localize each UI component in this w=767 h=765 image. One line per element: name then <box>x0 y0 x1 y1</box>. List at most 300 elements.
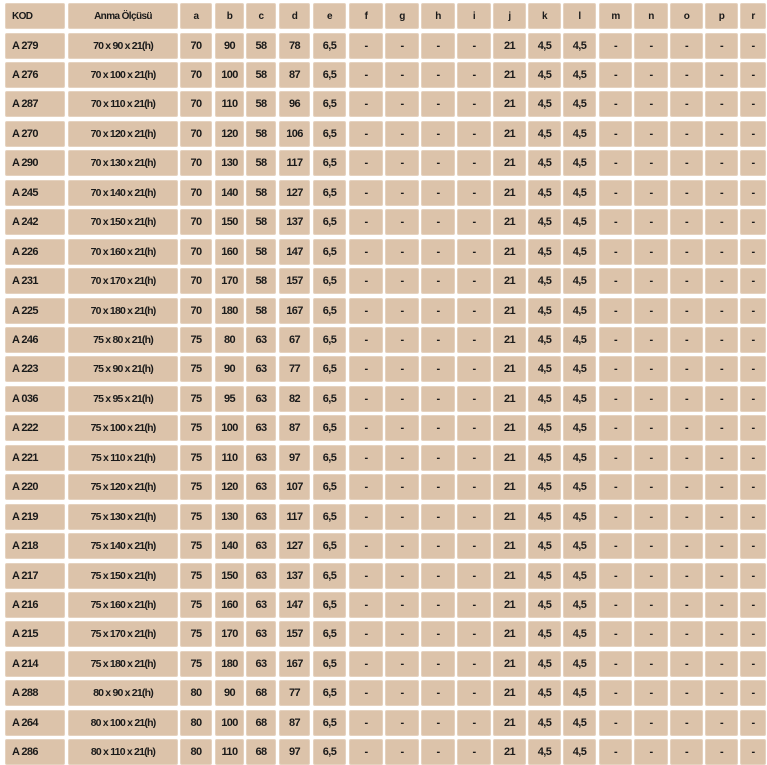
cell-l: 4,5 <box>563 298 596 324</box>
cell-p: - <box>705 621 738 647</box>
cell-r: - <box>740 474 766 500</box>
cell-l: 4,5 <box>563 415 596 441</box>
size-cell: 75 x 95 x 21(h) <box>68 386 178 412</box>
kod-cell: A 286 <box>5 739 65 765</box>
cell-f: - <box>349 209 383 235</box>
cell-a: 75 <box>180 504 212 530</box>
cell-e: 6,5 <box>313 209 346 235</box>
kod-cell: A 215 <box>5 621 65 647</box>
cell-f: - <box>349 268 383 294</box>
header-cell-h: h <box>421 3 455 29</box>
cell-d: 78 <box>279 33 310 59</box>
cell-b: 160 <box>215 592 244 618</box>
cell-e: 6,5 <box>313 445 346 471</box>
cell-g: - <box>385 268 419 294</box>
cell-h: - <box>421 563 455 589</box>
cell-f: - <box>349 710 383 736</box>
cell-e: 6,5 <box>313 91 346 117</box>
kod-cell: A 225 <box>5 298 65 324</box>
cell-k: 4,5 <box>528 386 561 412</box>
cell-g: - <box>385 592 419 618</box>
cell-j: 21 <box>493 680 526 706</box>
header-cell-n: n <box>634 3 668 29</box>
cell-d: 137 <box>279 209 310 235</box>
cell-k: 4,5 <box>528 415 561 441</box>
cell-e: 6,5 <box>313 298 346 324</box>
cell-a: 75 <box>180 621 212 647</box>
cell-m: - <box>599 710 632 736</box>
cell-n: - <box>634 474 668 500</box>
cell-k: 4,5 <box>528 298 561 324</box>
size-cell: 75 x 90 x 21(h) <box>68 356 178 382</box>
cell-n: - <box>634 209 668 235</box>
size-cell: 70 x 150 x 21(h) <box>68 209 178 235</box>
cell-b: 170 <box>215 621 244 647</box>
cell-e: 6,5 <box>313 739 346 765</box>
cell-r: - <box>740 563 766 589</box>
cell-f: - <box>349 739 383 765</box>
cell-r: - <box>740 621 766 647</box>
cell-l: 4,5 <box>563 592 596 618</box>
cell-h: - <box>421 533 455 559</box>
cell-e: 6,5 <box>313 356 346 382</box>
kod-cell: A 290 <box>5 150 65 176</box>
header-cell-a: a <box>180 3 212 29</box>
cell-b: 100 <box>215 62 244 88</box>
cell-j: 21 <box>493 150 526 176</box>
cell-n: - <box>634 239 668 265</box>
cell-p: - <box>705 592 738 618</box>
cell-h: - <box>421 680 455 706</box>
cell-g: - <box>385 298 419 324</box>
cell-p: - <box>705 710 738 736</box>
cell-i: - <box>457 680 491 706</box>
cell-b: 160 <box>215 239 244 265</box>
cell-p: - <box>705 445 738 471</box>
size-cell: 70 x 100 x 21(h) <box>68 62 178 88</box>
cell-j: 21 <box>493 62 526 88</box>
cell-a: 75 <box>180 563 212 589</box>
cell-h: - <box>421 239 455 265</box>
cell-m: - <box>599 504 632 530</box>
cell-o: - <box>670 415 703 441</box>
cell-o: - <box>670 474 703 500</box>
cell-r: - <box>740 327 766 353</box>
cell-m: - <box>599 239 632 265</box>
cell-h: - <box>421 298 455 324</box>
cell-a: 70 <box>180 180 212 206</box>
cell-r: - <box>740 710 766 736</box>
cell-k: 4,5 <box>528 327 561 353</box>
cell-b: 80 <box>215 327 244 353</box>
cell-p: - <box>705 121 738 147</box>
header-cell-d: d <box>279 3 310 29</box>
cell-p: - <box>705 33 738 59</box>
cell-f: - <box>349 33 383 59</box>
cell-j: 21 <box>493 710 526 736</box>
cell-i: - <box>457 592 491 618</box>
cell-n: - <box>634 180 668 206</box>
cell-k: 4,5 <box>528 651 561 677</box>
cell-p: - <box>705 563 738 589</box>
cell-k: 4,5 <box>528 474 561 500</box>
cell-j: 21 <box>493 504 526 530</box>
cell-l: 4,5 <box>563 121 596 147</box>
cell-g: - <box>385 710 419 736</box>
cell-p: - <box>705 62 738 88</box>
cell-k: 4,5 <box>528 121 561 147</box>
cell-a: 80 <box>180 710 212 736</box>
kod-cell: A 279 <box>5 33 65 59</box>
cell-d: 97 <box>279 739 310 765</box>
cell-d: 106 <box>279 121 310 147</box>
size-cell: 70 x 90 x 21(h) <box>68 33 178 59</box>
cell-r: - <box>740 180 766 206</box>
size-cell: 75 x 120 x 21(h) <box>68 474 178 500</box>
kod-cell: A 226 <box>5 239 65 265</box>
cell-o: - <box>670 298 703 324</box>
cell-r: - <box>740 298 766 324</box>
cell-r: - <box>740 445 766 471</box>
cell-n: - <box>634 533 668 559</box>
cell-e: 6,5 <box>313 62 346 88</box>
cell-m: - <box>599 121 632 147</box>
cell-j: 21 <box>493 386 526 412</box>
cell-i: - <box>457 150 491 176</box>
cell-a: 70 <box>180 62 212 88</box>
cell-b: 110 <box>215 445 244 471</box>
cell-a: 75 <box>180 651 212 677</box>
cell-a: 75 <box>180 356 212 382</box>
cell-f: - <box>349 474 383 500</box>
cell-c: 58 <box>246 239 276 265</box>
cell-f: - <box>349 91 383 117</box>
header-cell-o: o <box>670 3 703 29</box>
cell-j: 21 <box>493 91 526 117</box>
cell-f: - <box>349 150 383 176</box>
cell-o: - <box>670 739 703 765</box>
cell-m: - <box>599 150 632 176</box>
cell-e: 6,5 <box>313 121 346 147</box>
cell-m: - <box>599 356 632 382</box>
cell-r: - <box>740 739 766 765</box>
cell-r: - <box>740 415 766 441</box>
cell-d: 77 <box>279 680 310 706</box>
kod-cell: A 214 <box>5 651 65 677</box>
cell-f: - <box>349 239 383 265</box>
cell-j: 21 <box>493 415 526 441</box>
header-cell-f: f <box>349 3 383 29</box>
cell-i: - <box>457 62 491 88</box>
cell-r: - <box>740 91 766 117</box>
cell-l: 4,5 <box>563 239 596 265</box>
cell-e: 6,5 <box>313 474 346 500</box>
cell-o: - <box>670 592 703 618</box>
cell-o: - <box>670 33 703 59</box>
cell-c: 63 <box>246 621 276 647</box>
kod-cell: A 276 <box>5 62 65 88</box>
cell-p: - <box>705 239 738 265</box>
cell-n: - <box>634 33 668 59</box>
cell-f: - <box>349 298 383 324</box>
size-cell: 75 x 80 x 21(h) <box>68 327 178 353</box>
cell-i: - <box>457 474 491 500</box>
cell-a: 70 <box>180 91 212 117</box>
cell-e: 6,5 <box>313 592 346 618</box>
cell-h: - <box>421 268 455 294</box>
header-cell-b: b <box>215 3 244 29</box>
cell-i: - <box>457 298 491 324</box>
kod-cell: A 245 <box>5 180 65 206</box>
cell-g: - <box>385 474 419 500</box>
cell-j: 21 <box>493 180 526 206</box>
cell-l: 4,5 <box>563 563 596 589</box>
cell-o: - <box>670 356 703 382</box>
cell-h: - <box>421 33 455 59</box>
cell-o: - <box>670 239 703 265</box>
size-cell: 75 x 130 x 21(h) <box>68 504 178 530</box>
cell-k: 4,5 <box>528 356 561 382</box>
cell-c: 63 <box>246 474 276 500</box>
cell-f: - <box>349 651 383 677</box>
cell-l: 4,5 <box>563 268 596 294</box>
cell-p: - <box>705 680 738 706</box>
cell-i: - <box>457 209 491 235</box>
cell-d: 77 <box>279 356 310 382</box>
cell-c: 63 <box>246 356 276 382</box>
cell-a: 70 <box>180 298 212 324</box>
cell-g: - <box>385 445 419 471</box>
cell-d: 87 <box>279 62 310 88</box>
cell-m: - <box>599 415 632 441</box>
cell-b: 140 <box>215 180 244 206</box>
cell-d: 87 <box>279 415 310 441</box>
cell-j: 21 <box>493 239 526 265</box>
cell-i: - <box>457 91 491 117</box>
cell-o: - <box>670 91 703 117</box>
cell-i: - <box>457 356 491 382</box>
cell-c: 63 <box>246 592 276 618</box>
cell-j: 21 <box>493 356 526 382</box>
cell-c: 58 <box>246 268 276 294</box>
kod-cell: A 223 <box>5 356 65 382</box>
cell-h: - <box>421 504 455 530</box>
cell-o: - <box>670 209 703 235</box>
cell-f: - <box>349 680 383 706</box>
cell-h: - <box>421 739 455 765</box>
kod-cell: A 220 <box>5 474 65 500</box>
cell-h: - <box>421 209 455 235</box>
cell-p: - <box>705 268 738 294</box>
cell-h: - <box>421 415 455 441</box>
size-cell: 75 x 100 x 21(h) <box>68 415 178 441</box>
cell-a: 75 <box>180 327 212 353</box>
cell-b: 150 <box>215 563 244 589</box>
cell-a: 70 <box>180 268 212 294</box>
cell-j: 21 <box>493 651 526 677</box>
cell-j: 21 <box>493 209 526 235</box>
size-cell: 70 x 180 x 21(h) <box>68 298 178 324</box>
cell-l: 4,5 <box>563 474 596 500</box>
cell-e: 6,5 <box>313 680 346 706</box>
cell-l: 4,5 <box>563 621 596 647</box>
cell-r: - <box>740 33 766 59</box>
cell-d: 117 <box>279 150 310 176</box>
cell-o: - <box>670 386 703 412</box>
size-cell: 75 x 180 x 21(h) <box>68 651 178 677</box>
cell-o: - <box>670 680 703 706</box>
size-cell: 70 x 140 x 21(h) <box>68 180 178 206</box>
size-cell: 75 x 170 x 21(h) <box>68 621 178 647</box>
cell-m: - <box>599 445 632 471</box>
cell-m: - <box>599 91 632 117</box>
cell-n: - <box>634 504 668 530</box>
cell-f: - <box>349 327 383 353</box>
cell-h: - <box>421 710 455 736</box>
cell-a: 70 <box>180 150 212 176</box>
cell-r: - <box>740 386 766 412</box>
cell-j: 21 <box>493 563 526 589</box>
cell-a: 75 <box>180 592 212 618</box>
cell-m: - <box>599 592 632 618</box>
cell-b: 100 <box>215 415 244 441</box>
cell-b: 130 <box>215 150 244 176</box>
cell-l: 4,5 <box>563 386 596 412</box>
cell-g: - <box>385 415 419 441</box>
cell-r: - <box>740 239 766 265</box>
cell-k: 4,5 <box>528 592 561 618</box>
cell-h: - <box>421 445 455 471</box>
cell-r: - <box>740 533 766 559</box>
header-cell-k: k <box>528 3 561 29</box>
cell-c: 63 <box>246 415 276 441</box>
cell-d: 157 <box>279 268 310 294</box>
cell-r: - <box>740 356 766 382</box>
cell-m: - <box>599 651 632 677</box>
cell-p: - <box>705 209 738 235</box>
cell-e: 6,5 <box>313 239 346 265</box>
cell-j: 21 <box>493 268 526 294</box>
cell-c: 58 <box>246 150 276 176</box>
cell-p: - <box>705 474 738 500</box>
cell-h: - <box>421 62 455 88</box>
cell-c: 58 <box>246 298 276 324</box>
cell-c: 68 <box>246 739 276 765</box>
cell-b: 170 <box>215 268 244 294</box>
cell-l: 4,5 <box>563 504 596 530</box>
cell-a: 70 <box>180 121 212 147</box>
header-cell-c: c <box>246 3 276 29</box>
cell-i: - <box>457 121 491 147</box>
cell-h: - <box>421 592 455 618</box>
cell-g: - <box>385 91 419 117</box>
cell-d: 157 <box>279 621 310 647</box>
cell-d: 107 <box>279 474 310 500</box>
cell-c: 63 <box>246 445 276 471</box>
header-cell-r: r <box>740 3 766 29</box>
cell-k: 4,5 <box>528 62 561 88</box>
cell-g: - <box>385 621 419 647</box>
cell-i: - <box>457 268 491 294</box>
cell-g: - <box>385 62 419 88</box>
cell-i: - <box>457 621 491 647</box>
cell-h: - <box>421 474 455 500</box>
cell-c: 68 <box>246 710 276 736</box>
size-cell: 75 x 140 x 21(h) <box>68 533 178 559</box>
cell-k: 4,5 <box>528 563 561 589</box>
header-cell-kod: KOD <box>5 3 65 29</box>
cell-h: - <box>421 356 455 382</box>
cell-g: - <box>385 533 419 559</box>
cell-a: 75 <box>180 386 212 412</box>
cell-l: 4,5 <box>563 327 596 353</box>
cell-m: - <box>599 268 632 294</box>
cell-e: 6,5 <box>313 327 346 353</box>
cell-c: 63 <box>246 504 276 530</box>
cell-g: - <box>385 651 419 677</box>
cell-m: - <box>599 62 632 88</box>
cell-i: - <box>457 651 491 677</box>
kod-cell: A 217 <box>5 563 65 589</box>
size-cell: 70 x 170 x 21(h) <box>68 268 178 294</box>
cell-e: 6,5 <box>313 621 346 647</box>
cell-p: - <box>705 356 738 382</box>
cell-j: 21 <box>493 474 526 500</box>
cell-l: 4,5 <box>563 680 596 706</box>
cell-p: - <box>705 91 738 117</box>
cell-r: - <box>740 209 766 235</box>
cell-g: - <box>385 356 419 382</box>
cell-j: 21 <box>493 621 526 647</box>
cell-p: - <box>705 180 738 206</box>
header-cell-anma-olcusu: Anma Ölçüsü <box>68 3 178 29</box>
cell-b: 120 <box>215 121 244 147</box>
cell-c: 58 <box>246 62 276 88</box>
cell-c: 58 <box>246 33 276 59</box>
cell-e: 6,5 <box>313 33 346 59</box>
cell-l: 4,5 <box>563 533 596 559</box>
cell-f: - <box>349 533 383 559</box>
cell-g: - <box>385 386 419 412</box>
cell-l: 4,5 <box>563 356 596 382</box>
cell-o: - <box>670 62 703 88</box>
cell-l: 4,5 <box>563 739 596 765</box>
cell-n: - <box>634 651 668 677</box>
cell-p: - <box>705 504 738 530</box>
size-cell: 75 x 110 x 21(h) <box>68 445 178 471</box>
kod-cell: A 242 <box>5 209 65 235</box>
cell-j: 21 <box>493 533 526 559</box>
cell-j: 21 <box>493 298 526 324</box>
cell-c: 58 <box>246 180 276 206</box>
cell-d: 127 <box>279 180 310 206</box>
cell-n: - <box>634 710 668 736</box>
cell-d: 87 <box>279 710 310 736</box>
cell-k: 4,5 <box>528 739 561 765</box>
cell-b: 90 <box>215 680 244 706</box>
cell-k: 4,5 <box>528 533 561 559</box>
cell-m: - <box>599 621 632 647</box>
cell-l: 4,5 <box>563 150 596 176</box>
cell-o: - <box>670 710 703 736</box>
kod-cell: A 264 <box>5 710 65 736</box>
cell-l: 4,5 <box>563 651 596 677</box>
cell-f: - <box>349 592 383 618</box>
size-cell: 70 x 110 x 21(h) <box>68 91 178 117</box>
cell-o: - <box>670 150 703 176</box>
cell-a: 75 <box>180 415 212 441</box>
cell-c: 58 <box>246 121 276 147</box>
